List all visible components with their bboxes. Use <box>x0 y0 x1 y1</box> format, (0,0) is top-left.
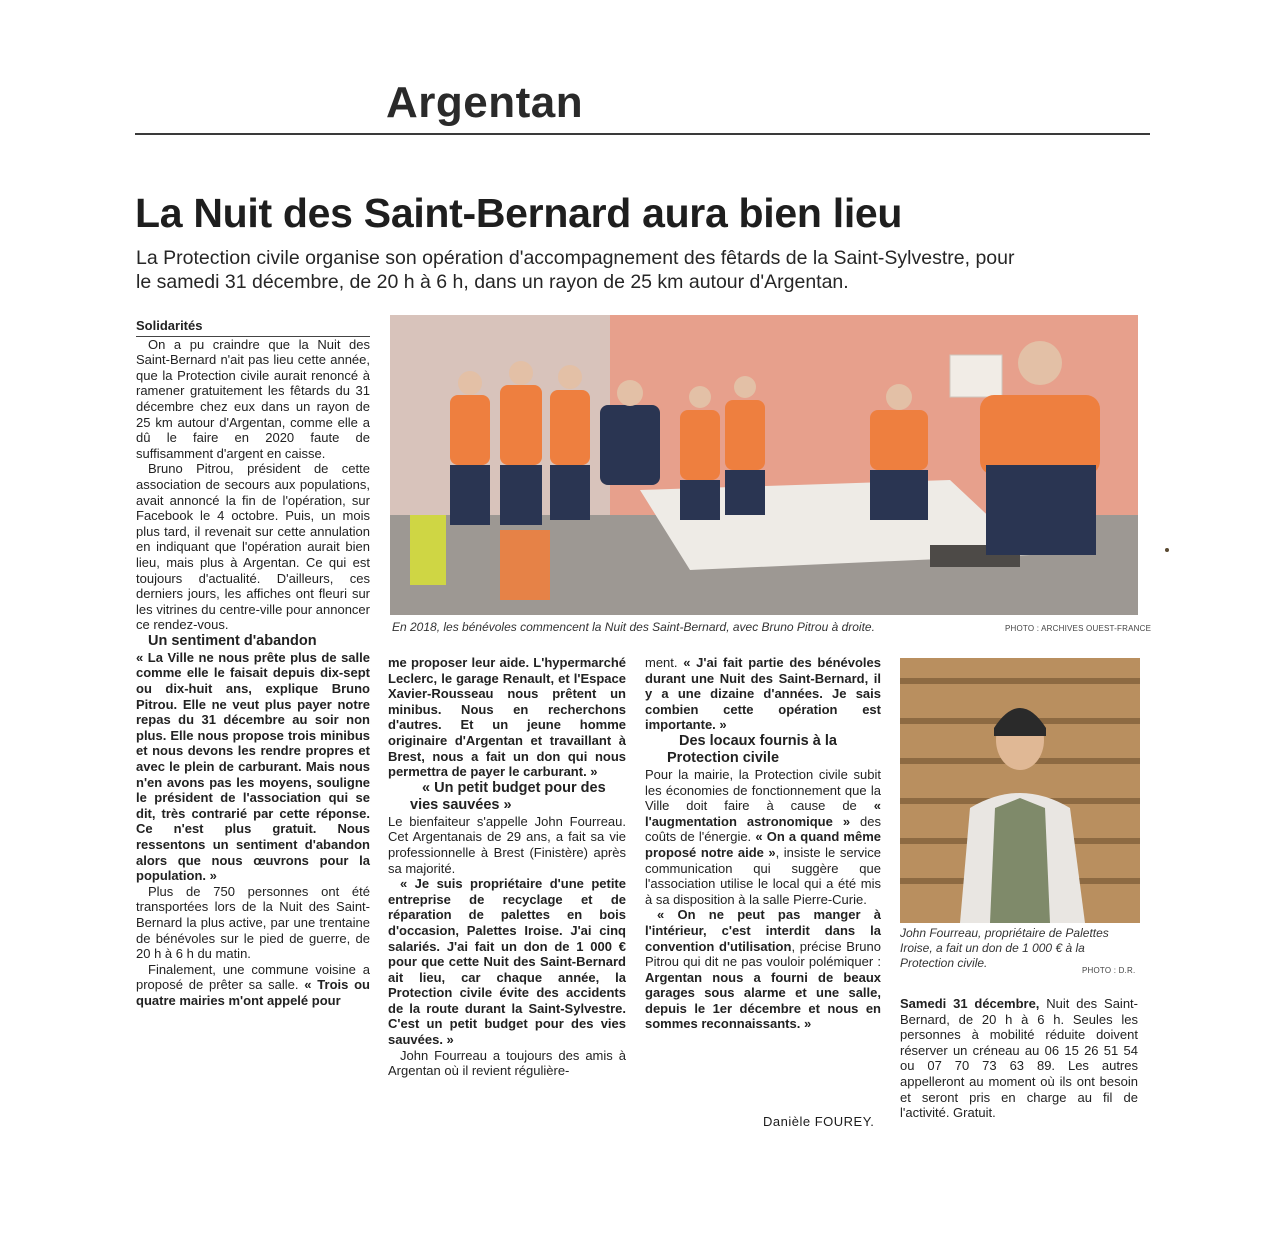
practical-info <box>900 996 1138 1121</box>
standfirst: La Protection civile organise son opération d'accompagnement des fêtards de la Saint-Sylvestre, pour le samedi 31 décembre, de 20 h à 6 h, dans un rayon de 25 km autour d'Argentan. <box>136 247 1015 293</box>
photo-credit: PHOTO : D.R. <box>1082 966 1136 975</box>
paragraph: ment. « J'ai fait partie des bénévoles durant une Nuit des Saint-Bernard, il y a une dizaine d'années. Je sais combien cette opération est importante. » <box>645 655 881 733</box>
section-title: Argentan <box>386 78 584 127</box>
volunteers-group-photo <box>390 315 1138 615</box>
paragraph: Plus de 750 personnes ont été transportées lors de la Nuit des Saint-Bernard la plus active, par une trentaine de bénévoles sur le pied de guerre, de 20 h à 6 h du matin. <box>136 883 370 962</box>
author-signature: Danièle FOUREY. <box>763 1114 875 1129</box>
subheading: « Un petit budget pour des vies sauvées » <box>410 779 606 813</box>
photo-credit: PHOTO : ARCHIVES OUEST-FRANCE <box>1005 624 1152 633</box>
paragraph: John Fourreau a toujours des amis à Argentan où il revient régulière- <box>388 1047 626 1079</box>
subheading: Un sentiment d'abandon <box>148 632 317 649</box>
photo-caption: En 2018, les bénévoles commencent la Nuit des Saint-Bernard, avec Bruno Pitrou à droite. <box>392 620 875 634</box>
section-rule <box>135 133 1150 135</box>
article-column-3 <box>645 655 881 1032</box>
print-speck <box>1165 548 1169 552</box>
john-fourreau-photo <box>900 658 1140 923</box>
paragraph: Finalement, une commune voisine a proposé de prêter sa salle. « Trois ou quatre mairies m'ont appelé pour <box>136 961 370 1008</box>
article-column-2 <box>388 655 626 1079</box>
paragraph: Le bienfaiteur s'appelle John Fourreau. Cet Argentanais de 29 ans, a fait sa vie professionnelle à Brest (Finistère) après sa majorité. <box>388 813 626 876</box>
article-column-1 <box>136 318 370 1009</box>
rubric-label: Solidarités <box>136 318 370 337</box>
volunteers-photo-illustration <box>390 315 1138 615</box>
paragraph: « On ne peut pas manger à l'intérieur, c'est interdit dans la convention d'utilisation, précise Bruno Pitrou qui dit ne pas vouloir polémiquer : Argentan nous a fourni de beaux garages sous alarme et une salle, depuis le 1er décembre et nous en sommes reconnaissants. » <box>645 907 881 1032</box>
quote-paragraph: « Je suis propriétaire d'une petite entreprise de recyclage et de réparation de palettes en bois d'occasion, Palettes Iroise. J'ai cinq salariés. J'ai fait un don de 1 000 € pour que cette Nuit des Saint-Bernard ait lieu, car chaque année, la Protection civile évite des accidents de la route durant la Saint-Sylvestre. C'est un petit budget pour des vies sauvées. » <box>388 876 626 1048</box>
paragraph: On a pu craindre que la Nuit des Saint-Bernard n'ait pas lieu cette année, que la Protection civile aurait renoncé à ramener gratuitement les fêtards du 31 décembre chez eux dans un rayon de 25 km autour d'Argentan, comme elle a dû le faire en 2020 faute de suffisamment d'argent en caisse. <box>136 336 370 461</box>
portrait-illustration <box>900 658 1140 923</box>
quote-paragraph: me proposer leur aide. L'hypermarché Leclerc, le garage Renault, et l'Espace Xavier-Rousseau nous prêtent un minibus. Nous en recherchons d'autres. Et un jeune homme originaire d'Argentan et travaillant à Brest, nous a fait un don qui nous permettra de payer le carburant. » <box>388 655 626 780</box>
paragraph: Pour la mairie, la Protection civile subit les économies de fonctionnement que la Ville doit faire à cause de « l'augmentation astronomique » des coûts de l'énergie. « On a quand même proposé notre aide », insiste le service communication qui suggère que l'association utilise le local qui a été mis à sa disposition à la salle Pierre-Curie. <box>645 766 881 907</box>
headline: La Nuit des Saint-Bernard aura bien lieu <box>135 190 903 236</box>
photo-caption: John Fourreau, propriétaire de Palettes Iroise, a fait un don de 1 000 € à la Protection civile. <box>900 926 1109 970</box>
info-paragraph: Samedi 31 décembre, Nuit des Saint-Bernard, de 20 h à 6 h. Seules les personnes à mobilité réduite doivent réserver un créneau au 06 15 26 51 54 ou 07 70 73 63 89. Les autres appelleront au moment où ils ont besoin et seront pris en charge au fil de l'activité. Gratuit. <box>900 996 1138 1121</box>
subheading: Des locaux fournis à la Protection civile <box>667 732 837 766</box>
paragraph: Bruno Pitrou, président de cette association de secours aux populations, avait annoncé la fin de l'opération, sur Facebook le 4 octobre. Puis, un mois plus tard, il revenait sur cette annulation en indiquant que l'opération aurait bien lieu, mais plus à Argentan. Ce qui est toujours d'actualité. D'ailleurs, ces derniers jours, les affiches ont fleuri sur les vitrines du centre-ville pour annoncer ce rendez-vous. <box>136 461 370 633</box>
quote-paragraph: « La Ville ne nous prête plus de salle comme elle le faisait depuis dix-sept ou dix-huit ans, explique Bruno Pitrou. Elle ne veut plus payer notre repas du 31 décembre au soir non plus. Elle nous propose trois minibus et nous devons les rendre propres et avec le plein de carburant. Mais nous n'en avons pas les moyens, souligne le président de l'association qui se dit, très contrarié par cette réponse. Ce n'est plus gratuit. Nous ressentons un sentiment d'abandon alors que nous œuvrons pour la population. » <box>136 649 370 884</box>
